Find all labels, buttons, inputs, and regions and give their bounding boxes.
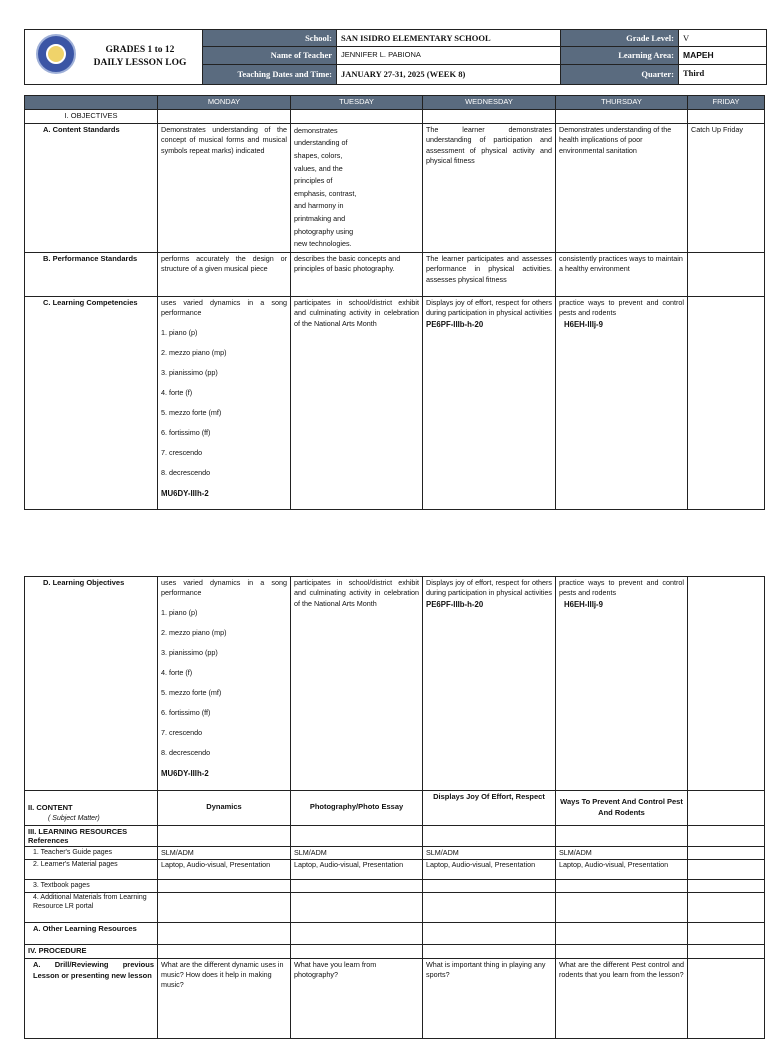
empty-cell [688,825,765,846]
empty-cell [423,945,556,959]
content-label: II. CONTENT [28,802,73,812]
learning-competencies-wednesday [423,296,556,510]
lc-thu-text: practice ways to prevent and control pests and rodents [559,297,684,318]
empty-cell [158,923,291,945]
empty-cell [423,880,556,893]
content-standards-wednesday: The learner demonstrates understanding of participation and assessment of physical activity and physical fitness [423,123,556,252]
grade-level-value: V [679,30,767,47]
teacher-label: Name of Teacher [203,47,337,64]
cs-tue-line: shapes, colors, [294,150,343,160]
lm-monday: Laptop, Audio-visual, Presentation [158,860,291,880]
empty-cell [688,945,765,959]
cs-tue-line: demonstrates [294,125,338,135]
learning-competencies-thursday [556,296,688,510]
content-label-cell [25,790,158,825]
lc-thu-code: H6EH-IIIj-9 [564,319,603,329]
tg-tuesday: SLM/ADM [291,846,423,859]
lo-mon-item: 6. fortissimo (ff) [161,708,211,718]
lo-mon-intro: uses varied dynamics in a song performance [161,578,287,598]
content-standards-friday: Catch Up Friday [688,123,765,252]
empty-cell [158,893,291,923]
school-value: SAN ISIDRO ELEMENTARY SCHOOL [337,30,561,47]
day-header-monday: MONDAY [158,96,291,110]
learning-objectives-monday [158,577,291,791]
learning-resources-label: III. LEARNING RESOURCES [28,826,128,836]
empty-cell [556,880,688,893]
day-header-wednesday: WEDNESDAY [423,96,556,110]
quarter-label: Quarter: [561,64,679,84]
performance-standards-monday: performs accurately the design or structure of a given musical piece [158,252,291,296]
day-header-friday: FRIDAY [688,96,765,110]
content-standards-tuesday [291,123,423,252]
empty-cell [158,109,291,123]
lm-thursday: Laptop, Audio-visual, Presentation [556,860,688,880]
lc-mon-item: 3. pianissimo (pp) [161,367,218,377]
tg-monday: SLM/ADM [158,846,291,859]
grade-level-label: Grade Level: [561,30,679,47]
lo-thu-code: H6EH-IIIj-9 [564,599,603,609]
empty-cell [556,923,688,945]
content-standards-thursday: Demonstrates understanding of the health implications of poor environmental sanitation [556,123,688,252]
header-title [25,30,203,85]
tg-thursday: SLM/ADM [556,846,688,859]
additional-materials-label: 4. Additional Materials from Learning Resource LR portal [25,893,158,923]
empty-cell [688,577,765,791]
empty-cell [688,860,765,880]
empty-cell [556,825,688,846]
empty-cell [556,945,688,959]
lm-tuesday: Laptop, Audio-visual, Presentation [291,860,423,880]
cs-tue-line: values, and the [294,163,343,173]
lo-mon-item: 1. piano (p) [161,608,198,618]
cs-tue-line: photography using [294,226,354,236]
empty-cell [158,945,291,959]
empty-cell [291,825,423,846]
references-label: References [28,835,69,845]
cs-tue-line: printmaking and [294,213,346,223]
cs-tue-line: new technologies. [294,239,352,249]
title-line1: GRADES 1 to 12 [105,45,175,55]
content-standards-label: A. Content Standards [25,123,158,252]
lc-mon-item: 1. piano (p) [161,328,198,338]
performance-standards-label: B. Performance Standards [25,252,158,296]
empty-cell [291,923,423,945]
procedure-label: IV. PROCEDURE [25,945,158,959]
performance-standards-wednesday: The learner participates and assesses performance in physical activities. assesses physical fitness [423,252,556,296]
lm-wednesday: Laptop, Audio-visual, Presentation [423,860,556,880]
day-header-thursday: THURSDAY [556,96,688,110]
learning-competencies-monday [158,296,291,510]
learning-objectives-tuesday: participates in school/district exhibit and culminating activity in celebration of the National Arts Month [291,577,423,791]
lo-mon-item: 4. forte (f) [161,668,193,678]
lc-mon-item: 4. forte (f) [161,387,193,397]
cs-tue-line: and harmony in [294,201,344,211]
lo-mon-item: 2. mezzo piano (mp) [161,628,227,638]
lc-wed-text: Displays joy of effort, respect for others during participation in physical activities [426,297,552,318]
empty-cell [291,109,423,123]
lo-wed-text: Displays joy of effort, respect for others during participation in physical activities [426,578,552,598]
cs-tue-line: principles of [294,176,333,186]
learning-area-value: MAPEH [679,47,767,64]
lo-mon-item: 7. crescendo [161,728,203,737]
quarter-value: Third [679,64,767,84]
lc-mon-code: MU6DY-IIIh-2 [161,488,209,498]
header-table [24,29,767,85]
empty-cell [688,109,765,123]
learning-competencies-tuesday: participates in school/district exhibit and culminating activity in celebration of the National Arts Month [291,296,423,510]
empty-cell [158,880,291,893]
lesson-details-table [24,576,765,1039]
lo-mon-item: 8. decrescendo [161,747,211,757]
procedure-a-tuesday: What have you learn from photography? [291,959,423,1039]
empty-cell [423,923,556,945]
content-thursday: Ways To Prevent And Control Pest And Rodents [556,790,688,825]
teacher-value: JENNIFER L. PABIONA [337,47,561,64]
lc-mon-item: 8. decrescendo [161,467,211,477]
empty-cell [423,893,556,923]
dates-value: JANUARY 27-31, 2025 (WEEK 8) [337,64,561,84]
learning-objectives-thursday [556,577,688,791]
learning-objectives-wednesday [423,577,556,791]
procedure-a-label: A. Drill/Reviewing previous Lesson or presenting new lesson [25,959,158,1039]
day-header-blank [25,96,158,110]
teachers-guide-label: 1. Teacher's Guide pages [25,846,158,859]
objectives-table [24,95,765,510]
content-standards-monday: Demonstrates understanding of the concept of musical forms and musical symbols repeat marks) indicated [158,123,291,252]
tg-wednesday: SLM/ADM [423,846,556,859]
procedure-a-wednesday: What is important thing in playing any sports? [423,959,556,1039]
empty-cell [291,945,423,959]
lo-mon-item: 3. pianissimo (pp) [161,648,218,658]
empty-cell [688,790,765,825]
procedure-a-monday: What are the different dynamic uses in music? How does it help in making music? [158,959,291,1039]
learning-competencies-label: C. Learning Competencies [25,296,158,510]
empty-cell [688,846,765,859]
empty-cell [688,880,765,893]
textbook-label: 3. Textbook pages [25,880,158,893]
other-resources-label: A. Other Learning Resources [25,923,158,945]
content-tuesday: Photography/Photo Essay [291,790,423,825]
cs-tue-line: understanding of [294,138,348,148]
lc-mon-item: 6. fortissimo (ff) [161,427,211,437]
lc-wed-code: PE6PF-IIIb-h-20 [426,319,484,329]
dates-label: Teaching Dates and Time: [203,64,337,84]
empty-cell [688,252,765,296]
learning-area-label: Learning Area: [561,47,679,64]
learning-resources-label-cell [25,825,158,846]
procedure-a-thursday: What are the different Pest control and rodents that you learn from the lesson? [556,959,688,1039]
empty-cell [423,109,556,123]
lc-mon-intro: uses varied dynamics in a song performance [161,297,287,318]
empty-cell [423,825,556,846]
empty-cell [291,880,423,893]
empty-cell [556,893,688,923]
content-sublabel: ( Subject Matter) [48,814,100,822]
content-wednesday: Displays Joy Of Effort, Respect [423,790,556,825]
empty-cell [158,825,291,846]
lc-mon-item: 7. crescendo [161,447,203,457]
empty-cell [688,893,765,923]
content-monday: Dynamics [158,790,291,825]
lc-mon-item: 5. mezzo forte (mf) [161,407,222,417]
lo-mon-code: MU6DY-IIIh-2 [161,768,209,778]
empty-cell [688,296,765,510]
learning-objectives-label: D. Learning Objectives [25,577,158,791]
objectives-heading: I. OBJECTIVES [25,109,158,123]
empty-cell [556,109,688,123]
school-label: School: [203,30,337,47]
title-line2: DAILY LESSON LOG [93,57,187,68]
day-header-tuesday: TUESDAY [291,96,423,110]
lo-mon-item: 5. mezzo forte (mf) [161,688,222,698]
lo-thu-text: practice ways to prevent and control pests and rodents [559,578,684,598]
learners-material-label: 2. Learner's Material pages [25,860,158,880]
empty-cell [688,959,765,1039]
empty-cell [688,923,765,945]
performance-standards-thursday: consistently practices ways to maintain a healthy environment [556,252,688,296]
lc-mon-item: 2. mezzo piano (mp) [161,348,227,357]
performance-standards-tuesday: describes the basic concepts and principles of basic photography. [291,252,423,296]
empty-cell [291,893,423,923]
cs-tue-line: emphasis, contrast, [294,188,357,198]
lo-wed-code: PE6PF-IIIb-h-20 [426,599,484,609]
